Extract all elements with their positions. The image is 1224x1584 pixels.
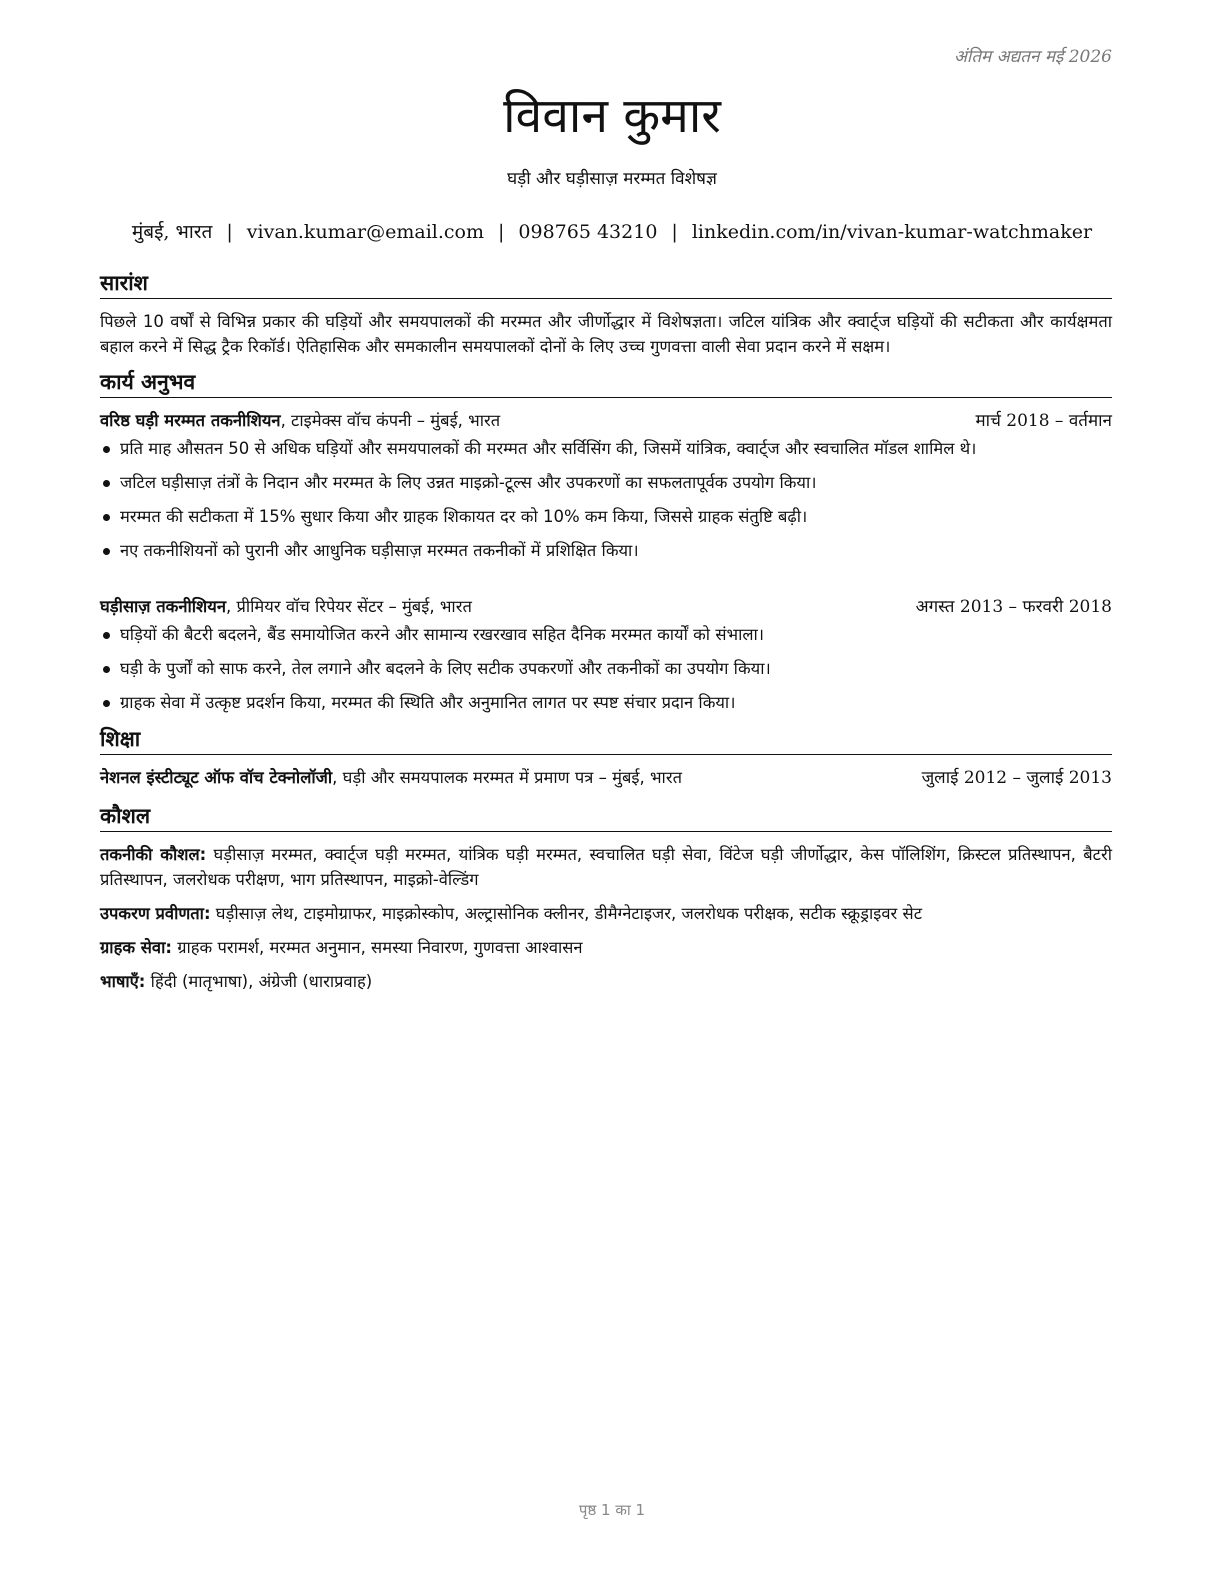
job-bullet: मरम्मत की सटीकता में 15% सुधार किया और ग्राहक शिकायत दर को 10% कम किया, जिससे ग्राहक संतुष्टि बढ़ी। <box>100 504 1112 530</box>
skills-text: घड़ीसाज़ लेथ, टाइमोग्राफर, माइक्रोस्कोप, अल्ट्रासोनिक क्लीनर, डीमैग्नेटाइजर, जलरोधक परीक्षक, सटीक स्क्रूड्राइवर सेट <box>210 904 923 923</box>
summary-section <box>100 268 1112 359</box>
skills-label: उपकरण प्रवीणता: <box>100 904 211 923</box>
skills-label: तकनीकी कौशल: <box>100 845 207 864</box>
job-entry <box>100 408 1112 564</box>
job-bullet: घड़ी के पुर्जों को साफ करने, तेल लगाने और बदलने के लिए सटीक उपकरणों और तकनीकों का उपयोग किया। <box>100 656 1112 682</box>
job-header <box>100 408 1112 434</box>
job-dates: अगस्त 2013 – फरवरी 2018 <box>915 597 1112 617</box>
skills-heading: कौशल <box>100 801 1112 832</box>
job-org: , प्रीमियर वॉच रिपेयर सेंटर – मुंबई, भारत <box>226 597 472 616</box>
job-role: घड़ीसाज़ तकनीशियन <box>100 597 226 616</box>
job-bullet: जटिल घड़ीसाज़ तंत्रों के निदान और मरम्मत के लिए उन्नत माइक्रो-टूल्स और उपकरणों का सफलतापूर्वक उपयोग किया। <box>100 470 1112 496</box>
contact-line <box>0 219 1224 245</box>
skills-text: हिंदी (मातृभाषा), अंग्रेजी (धाराप्रवाह) <box>145 972 373 991</box>
skills-text: ग्राहक परामर्श, मरम्मत अनुमान, समस्या निवारण, गुणवत्ता आश्वासन <box>171 938 583 957</box>
contact-separator: | <box>497 221 505 243</box>
summary-text: पिछले 10 वर्षों से विभिन्न प्रकार की घड़ियों और समयपालकों की मरम्मत और जीर्णोद्धार में विशेषज्ञता। जटिल यांत्रिक और क्वार्ट्ज घड़ियों की सटीकता और कार्यक्षमता बहाल करने में सिद्ध ट्रैक रिकॉर्ड। ऐतिहासिक और समकालीन समयपालकों दोनों के लिए उच्च गुणवत्ता वाली सेवा प्रदान करने में सक्षम। <box>100 312 1112 356</box>
job-bullets <box>100 622 1112 716</box>
education-dates: जुलाई 2012 – जुलाई 2013 <box>921 768 1112 788</box>
skills-text: घड़ीसाज़ मरम्मत, क्वार्ट्ज घड़ी मरम्मत, यांत्रिक घड़ी मरम्मत, स्वचालित घड़ी सेवा, विंटेज घड़ी जीर्णोद्धार, केस पॉलिशिंग, क्रिस्टल प्रतिस्थापन, बैटरी प्रतिस्थापन, जलरोधक परीक्षण, भाग प्रतिस्थापन, माइक्रो-वेल्डिंग <box>100 845 1112 889</box>
skills-section <box>100 801 1112 994</box>
skills-line-tools <box>100 901 1112 926</box>
page-number: पृष्ठ 1 का 1 <box>578 1501 646 1519</box>
education-heading: शिक्षा <box>100 724 1112 755</box>
job-org: , टाइमेक्स वॉच कंपनी – मुंबई, भारत <box>280 411 501 430</box>
contact-location: मुंबई, भारत <box>131 221 213 243</box>
contact-email[interactable]: vivan.kumar@email.com <box>246 221 484 243</box>
last-updated: अंतिम अद्यतन मई 2026 <box>953 47 1112 67</box>
education-line <box>100 765 682 791</box>
skills-line-languages <box>100 969 1112 994</box>
job-title-line <box>100 594 472 620</box>
candidate-name: विवान कुमार <box>503 88 721 144</box>
education-entry <box>100 765 1112 791</box>
job-entry <box>100 594 1112 716</box>
skills-line-customer-service <box>100 935 1112 960</box>
skills-label: ग्राहक सेवा: <box>100 938 172 957</box>
candidate-tagline: घड़ी और घड़ीसाज़ मरम्मत विशेषज्ञ <box>507 169 717 189</box>
job-title-line <box>100 408 500 434</box>
resume-body <box>100 268 1112 1003</box>
experience-heading: कार्य अनुभव <box>100 367 1112 398</box>
job-bullet: ग्राहक सेवा में उत्कृष्ट प्रदर्शन किया, मरम्मत की स्थिति और अनुमानित लागत पर स्पष्ट संचार प्रदान किया। <box>100 690 1112 716</box>
skills-line-technical <box>100 842 1112 892</box>
contact-linkedin[interactable]: linkedin.com/in/vivan-kumar-watchmaker <box>691 221 1093 243</box>
job-bullet: प्रति माह औसतन 50 से अधिक घड़ियों और समयपालकों की मरम्मत और सर्विसिंग की, जिसमें यांत्रिक, क्वार्ट्ज और स्वचालित मॉडल शामिल थे। <box>100 436 1112 462</box>
contact-separator: | <box>671 221 678 243</box>
summary-heading: सारांश <box>100 268 1112 299</box>
skills-label: भाषाएँ: <box>100 972 146 991</box>
experience-section <box>100 367 1112 716</box>
job-dates: मार्च 2018 – वर्तमान <box>975 411 1112 431</box>
education-section <box>100 724 1112 791</box>
job-bullet: नए तकनीशियनों को पुरानी और आधुनिक घड़ीसाज़ मरम्मत तकनीकों में प्रशिक्षित किया। <box>100 538 1112 564</box>
job-header <box>100 594 1112 620</box>
contact-phone[interactable]: 098765 43210 <box>518 221 658 243</box>
job-role: वरिष्ठ घड़ी मरम्मत तकनीशियन <box>100 411 281 430</box>
job-bullet: घड़ियों की बैटरी बदलने, बैंड समायोजित करने और सामान्य रखरखाव सहित दैनिक मरम्मत कार्यों को संभाला। <box>100 622 1112 648</box>
contact-separator: | <box>226 221 233 243</box>
education-institution: नेशनल इंस्टीट्यूट ऑफ वॉच टेक्नोलॉजी <box>100 768 333 787</box>
education-detail: , घड़ी और समयपालक मरम्मत में प्रमाण पत्र – मुंबई, भारत <box>332 768 682 787</box>
job-bullets <box>100 436 1112 564</box>
